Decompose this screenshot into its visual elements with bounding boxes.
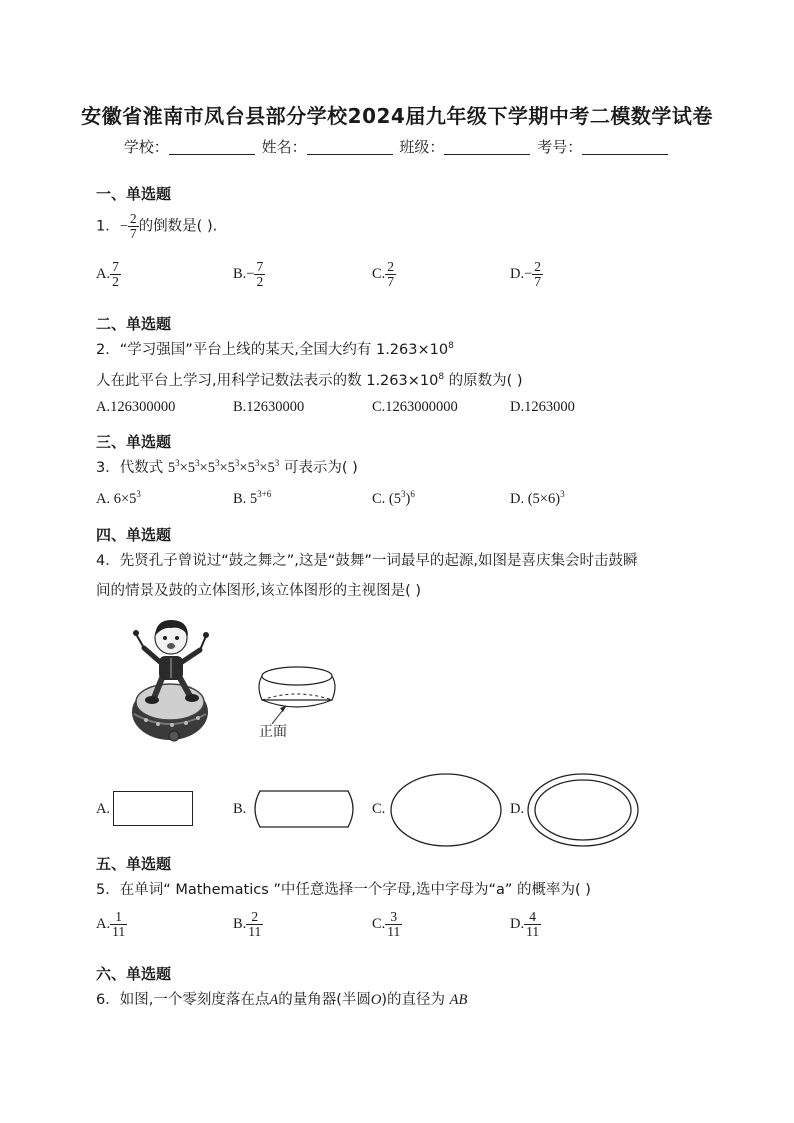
field-name-label: 姓名： [261, 138, 307, 156]
power-base: 5 [227, 460, 235, 476]
section-heading-5: 五、单选题 [96, 855, 172, 873]
student-info-line [0, 136, 794, 157]
section-heading-4: 四、单选题 [96, 526, 172, 544]
power-exponent: 3 [234, 458, 240, 469]
field-examno-blank[interactable] [582, 140, 668, 155]
option-4a-label[interactable]: A. [96, 801, 111, 817]
power-exponent: 3 [175, 458, 180, 469]
times-sign: × [239, 460, 248, 476]
option-4b-barrel-shape[interactable] [248, 788, 360, 830]
power-exponent: 3 [274, 458, 280, 469]
option-1d[interactable]: D.− $\frac{2}{7}$ [510, 259, 542, 290]
front-view-label: 正面 [259, 724, 287, 740]
field-examno-label: 考号： [537, 138, 583, 156]
option-4a-rectangle-shape[interactable] [113, 791, 193, 826]
option-4d-double-ellipse-shape[interactable] [525, 771, 641, 849]
option-5d[interactable]: D. $\frac{4}{11}$ [510, 909, 540, 940]
field-school-label: 学校： [123, 138, 169, 156]
option-4b-label[interactable]: B. [233, 801, 247, 817]
option-2a[interactable]: A.126300000 [96, 399, 176, 415]
option-1a[interactable]: A. $\frac{7}{2}$ [96, 259, 119, 290]
power-base: 5 [267, 460, 275, 476]
option-5b[interactable]: B. $\frac{2}{11}$ [233, 909, 262, 940]
question-2-line-2: 人在此平台上学习,用科学记数法表示的数 $1.263\times 10^8$ 的原数为( ) [96, 372, 523, 389]
section-heading-1: 一、单选题 [96, 185, 172, 203]
power-base: 5 [167, 460, 176, 476]
question-6: 6．如图,一个零刻度落在点A的量角器(半圆O)的直径为 AB [96, 992, 468, 1008]
page-title: 安徽省淮南市凤台县部分学校2024届九年级下学期中考二模数学试卷 [81, 104, 713, 128]
option-2c[interactable]: C.1263000000 [372, 399, 458, 415]
drummer-illustration [126, 612, 216, 744]
field-class-label: 班级： [399, 138, 445, 156]
option-4c-ellipse-shape[interactable] [388, 771, 504, 849]
question-4-line-2: 间的情景及鼓的立体图形,该立体图形的主视图是( ) [96, 583, 422, 599]
times-sign: × [179, 460, 188, 476]
question-3: 3．代数式 $5^3\times 5^3\times 5^3\times 5^3\times 5^3\times 5^3$ 可表示为( ) [96, 458, 358, 476]
field-name-blank[interactable] [307, 140, 393, 155]
option-3b[interactable]: B. $5^{3+6}$ [233, 489, 272, 507]
power-exponent: 3 [195, 458, 200, 469]
fraction: $\frac{2}{7}$ [129, 211, 137, 242]
section-heading-3: 三、单选题 [96, 433, 172, 451]
option-5a[interactable]: A. $\frac{1}{11}$ [96, 909, 126, 940]
option-5c[interactable]: C. $\frac{3}{11}$ [372, 909, 401, 940]
question-4-line-1: 4．先贤孔子曾说过“鼓之舞之”,这是“鼓舞”一词最早的起源,如图是喜庆集会时击鼓瞬 [96, 553, 638, 569]
option-3a[interactable]: A. $6\times 5^3$ [96, 489, 141, 507]
power-product-expression [168, 460, 279, 476]
times-sign: × [259, 460, 268, 476]
times-sign: × [219, 460, 228, 476]
power-base: 5 [247, 460, 255, 476]
option-4c-label[interactable]: C. [372, 801, 386, 817]
option-2b[interactable]: B.12630000 [233, 399, 305, 415]
field-school-blank[interactable] [169, 140, 255, 155]
power-exponent: 3 [254, 458, 260, 469]
option-4d-label[interactable]: D. [510, 801, 525, 817]
field-class-blank[interactable] [444, 140, 530, 155]
option-1b[interactable]: B.− $\frac{7}{2}$ [233, 259, 264, 290]
section-heading-6: 六、单选题 [96, 965, 172, 983]
power-base: 5 [207, 460, 215, 476]
option-3d[interactable]: D. $(5\times 6)^3$ [510, 489, 565, 507]
question-1: 1．− $\frac{2}{7}$ 的倒数是( ). [96, 211, 218, 242]
power-exponent: 3 [214, 458, 220, 469]
question-2-line-1: 2．“学习强国”平台上线的某天,全国大约有 $1.263\times 10^8$ [96, 341, 454, 358]
option-1c[interactable]: C. $\frac{2}{7}$ [372, 259, 395, 290]
times-sign: × [199, 460, 208, 476]
question-5: 5．在单词“ Mathematics ”中任意选择一个字母,选中字母为“a” 的概率为( ) [96, 882, 591, 898]
option-2d[interactable]: D.1263000 [510, 399, 575, 415]
power-base: 5 [187, 460, 196, 476]
option-3c[interactable]: C. $(5^3)^6$ [372, 489, 415, 507]
section-heading-2: 二、单选题 [96, 315, 172, 333]
